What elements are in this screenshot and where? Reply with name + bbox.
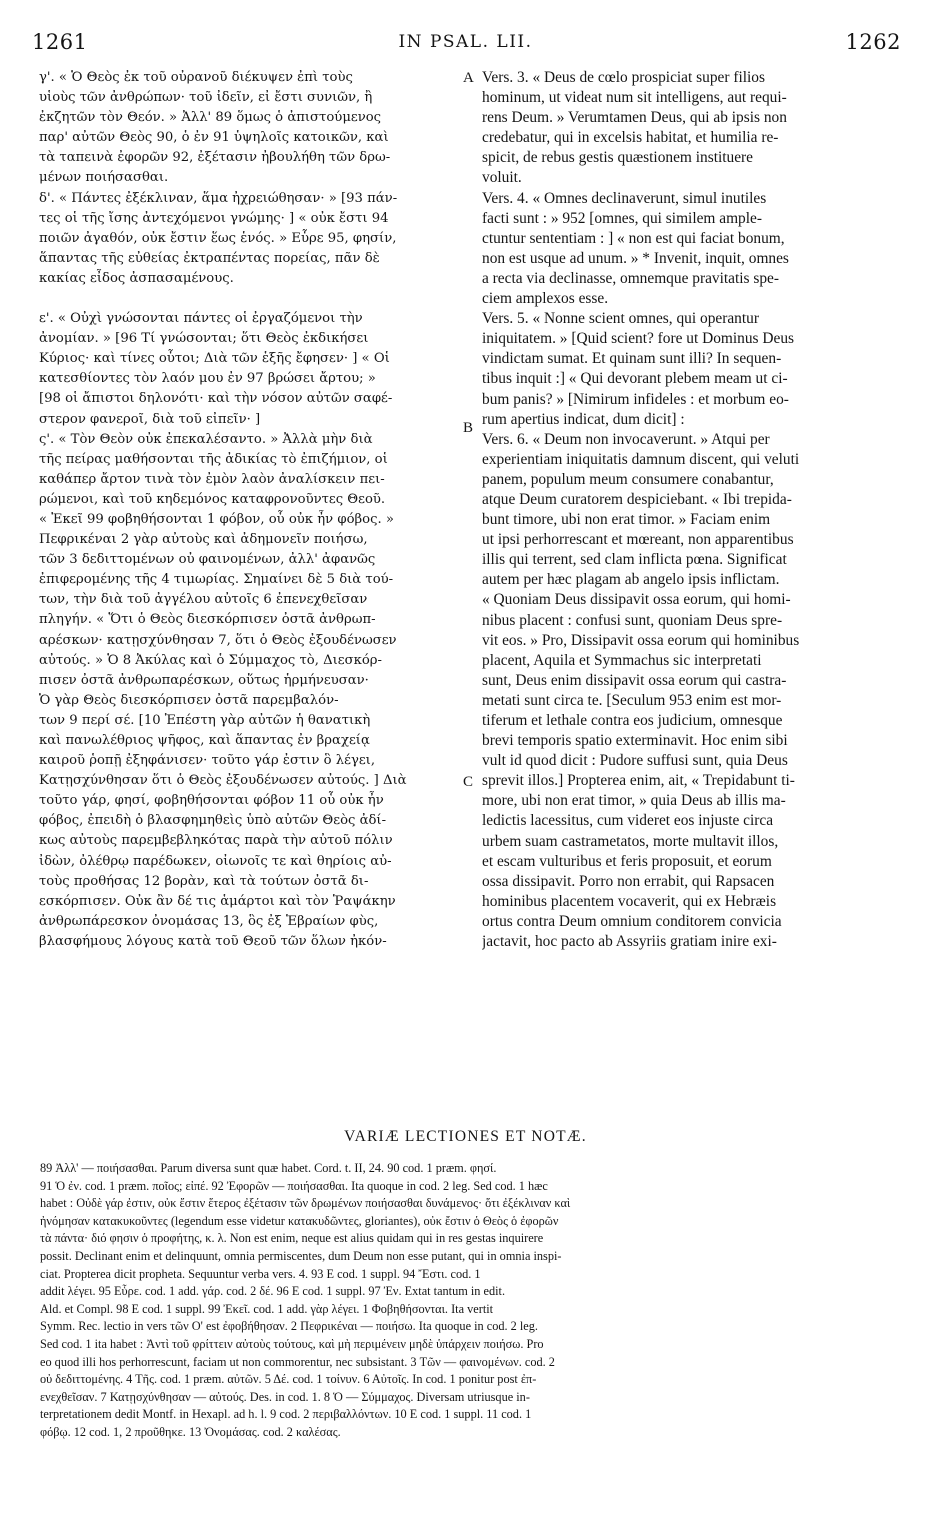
greek-line: Κατῃσχύνθησαν ὅτι ὁ Θεὸς ἐξουδένωσεν αὐτούς. ] Διὰ	[39, 773, 407, 789]
notes-line: τὰ πάντα· διό φησιν ὁ προφήτης, κ. λ. Non est enim, neque est alius quidam qui in res gestas inquirere	[40, 1231, 544, 1246]
page-number-right: 1262	[845, 30, 901, 54]
greek-line: πληγήν. « Ὅτι ὁ Θεὸς διεσκόρπισεν ὀστᾶ ἀνθρωπ-	[39, 612, 376, 628]
margin-letter-c: C	[463, 774, 474, 790]
latin-line: ossa dissipavit. Porro non errabit, qui Rapsacen	[482, 872, 775, 890]
greek-line: ἰδὼν, ὀλέθρῳ παρέδωκεν, οἰωνοῖς τε καὶ θηρίοις αὐ-	[39, 853, 392, 869]
greek-column	[39, 68, 459, 952]
latin-line: ut ipsi perhorrescant et mœreant, non apparentibus	[482, 531, 794, 549]
latin-line: atque Deum curatorem despiciebant. « Ibi trepida-	[482, 490, 792, 508]
running-header	[0, 30, 931, 56]
greek-line: των, τὴν διὰ τοῦ ἀγγέλου αὐτοῖς 6 ἐπενεχθεῖσαν	[39, 592, 368, 608]
greek-line: παρ' αὐτῶν Θεὸς 90, ὁ ἐν 91 ὑψηλοῖς κατοικῶν, καὶ	[39, 130, 389, 146]
greek-line: υἱοὺς τῶν ἀνθρώπων· τοῦ ἰδεῖν, εἰ ἔστι συνιῶν, ἢ	[39, 90, 373, 106]
latin-line: urbem suam castrametatos, morte multavit illos,	[482, 832, 779, 850]
latin-line: ciem amplexos esse.	[482, 290, 609, 308]
greek-line: αρέσκων· κατῃσχύνθησαν 7, ὅτι ὁ Θεὸς ἐξουδένωσεν	[39, 632, 397, 648]
notes-line: possit. Declinant enim et delinquunt, omnia permiscentes, dum Deum non esse putant, qui in omnia inspi-	[40, 1248, 562, 1263]
greek-line: καθάπερ ἄρτον τινὰ τὸν ἐμὸν λαὸν ἀναλίσκειν πει-	[39, 471, 385, 487]
page-number-left: 1261	[32, 30, 88, 54]
notes-line: addit λέγει. 95 Εὗρε. cod. 1 add. γάρ. cod. 2 δέ. 96 E cod. 1 suppl. 97 Ἐν. Extat tantum in edit.	[40, 1284, 506, 1299]
running-title: IN PSAL. LII.	[398, 32, 533, 52]
latin-line: hominibus placentem vocaverit, qui ex Hebræis	[482, 892, 777, 910]
greek-line: ς'. « Τὸν Θεὸν οὐκ ἐπεκαλέσαντο. » Ἀλλὰ μὴν διὰ	[39, 431, 373, 447]
greek-line: κατεσθίοντες τὸν λαόν μου ἐν 97 βρώσει ἄρτου; »	[39, 371, 376, 387]
greek-line: τῶν 3 δεδιττομένων οὐ φαινομένων, ἀλλ' ἀφανῶς	[39, 552, 376, 568]
latin-line: illis qui terrent, sed clam inflicta pœna. Significat	[482, 551, 787, 569]
greek-line: ἐπιφερομένης τῆς 4 τιμωρίας. Σημαίνει δὲ 5 διὰ τού-	[39, 572, 394, 588]
notes-line: ἠνόμησαν κατακυκοῦντες (legendum esse videtur κατακυδῶντες, gloriantes), οὐκ ἔστιν ὁ Θεὸς ὁ ἐφορῶν	[40, 1213, 559, 1228]
latin-line: iniquitatem. » [Quid scient? fore ut Dominus Deus	[482, 330, 795, 348]
greek-line: δ'. « Πάντες ἐξέκλιναν, ἅμα ἠχρειώθησαν· » [93 πάν-	[39, 190, 398, 206]
greek-line: τῆς πείρας μαθήσονται τῆς ἀδικίας τὸ ἐπιζήμιον, οἱ	[39, 451, 388, 467]
greek-line: γ'. « Ὁ Θεὸς ἐκ τοῦ οὐρανοῦ διέκυψεν ἐπὶ τοὺς	[39, 70, 353, 85]
latin-line: autem per hæc plagam ab angelo ipsis inflictam.	[482, 571, 780, 589]
notes-line: Sed cod. 1 ita habet : Ἀντὶ τοῦ φρίττειν αὐτοὺς τούτους, καὶ μὴ περιμένειν μηδὲ ὑπάρχειν ποιήσω. Pro	[40, 1336, 544, 1351]
greek-line: καὶ πανωλέθριος ψῆφος, καὶ ἅπαντας ἐν βραχείᾳ	[39, 733, 370, 748]
notes-line: οὐ δεδιττομένης. 4 Τῆς. cod. 1 præm. αὐτῶν. 5 Δέ. cod. 1 τοίνυν. 6 Αὐτοῖς. In cod. 1 ponitur post ἐπ-	[40, 1372, 537, 1387]
latin-line: sprevit illos.] Propterea enim, ait, « Trepidabunt ti-	[482, 772, 795, 790]
greek-line: πισεν ὀστᾶ ἀνθρωπαρέσκων, οὕτως ἡρμήνευσαν·	[39, 672, 369, 688]
greek-line: Πεφρικέναι 2 γὰρ αὐτοὺς καὶ ἀδημονεῖν ποιήσω,	[39, 532, 368, 548]
greek-line: ἐκζητῶν τὸν Θεόν. » Ἀλλ' 89 ὅμως ὁ ἀπιστούμενος	[39, 110, 382, 126]
notes-line: terpretationem dedit Montf. in Hexapl. ad h. l. 9 cod. 2 περιβαλλόντων. 10 E cod. 1 suppl. 11 cod. 1	[40, 1407, 532, 1422]
greek-line: ρώμενοι, καὶ τοῦ κηδεμόνος καταφρονοῦντες Θεοῦ.	[39, 491, 386, 507]
notes-line: 91 Ὁ ἐν. cod. 1 præm. ποῖος; εἰπέ. 92 Ἐφορῶν — ποιήσασθαι. Ita quoque in cod. 2 leg. Sed cod. 1 hæc	[40, 1178, 548, 1193]
latin-line: vit eos. » Pro, Dissipavit ossa eorum qui hominibus	[482, 631, 800, 649]
greek-line: αὐτούς. » Ὁ 8 Ἀκύλας καὶ ὁ Σύμμαχος τὸ, Διεσκόρ-	[39, 652, 383, 668]
latin-line: hominum, ut videat num sit intelligens, aut requi-	[482, 89, 787, 107]
latin-line: a recta via declinasse, omnemque pravitatis spe-	[482, 269, 780, 287]
margin-letter-a: A	[463, 70, 474, 86]
greek-line: ἀνομίαν. » [96 Τί γνώσονται; ὅτι Θεὸς ἐκδικήσει	[39, 331, 369, 347]
greek-line: τες οἱ τῆς ἴσης ἀντεχόμενοι γνώμης· ] « οὐκ ἔστι 94	[39, 210, 389, 226]
greek-line: « Ἐκεῖ 99 φοβηθήσονται 1 φόβον, οὗ οὐκ ἦν φόβος. »	[39, 511, 394, 527]
notes-line: 89 Ἀλλ' — ποιήσασθαι. Parum diversa sunt quæ habet. Cord. t. II, 24. 90 cod. 1 præm. φησί.	[40, 1161, 497, 1175]
greek-line: φόβος, ἐπειδὴ ὁ βλασφημηθεὶς ὑπὸ αὐτῶν Θεὸς ἀδί-	[39, 813, 387, 829]
greek-line: ἀνθρωπάρεσκον ὀνομάσας 13, ὃς ἐξ Ἑβραίων φὺς,	[39, 913, 379, 929]
latin-line: Vers. 3. « Deus de cœlo prospiciat super filios	[482, 69, 765, 86]
notes-line: φόβῳ. 12 cod. 1, 2 προῦθηκε. 13 Ὀνομάσας. cod. 2 καλέσας.	[40, 1424, 341, 1439]
latin-line: tibus inquit :] « Qui devorant plebem meam ut ci-	[482, 370, 788, 388]
latin-line: ledictis lacessitus, cum videret eos injuste circa	[482, 812, 774, 830]
latin-line: panem, populum meum consumere conabantur,	[482, 470, 774, 488]
notes-line: Ald. et Compl. 98 E cod. 1 suppl. 99 Ἐκεῖ. cod. 1 add. γὰρ λέγει. 1 Φοβηθήσονται. Ita vertit	[40, 1301, 494, 1316]
latin-line: vindictam sumat. Et quinam sunt illi? In sequen-	[482, 350, 782, 368]
greek-line	[39, 289, 459, 309]
greek-line: Κύριος· καὶ τίνες οὗτοι; Διὰ τῶν ἑξῆς ἔφησεν· ] « Οἱ	[39, 351, 390, 367]
latin-line: rens Deum. » Verumtamen Deus, qui ab ipsis non	[482, 109, 787, 127]
notes-line: habet : Οὐδὲ γάρ ἐστιν, οὐκ ἔστιν ἕτερος ἐξέτασιν τῶν δρωμένων ποιήσασθαι δυνάμενος· ὅτι ἐξέκλιναν καὶ	[40, 1196, 571, 1211]
latin-line: facti sunt : » 952 [omnes, qui similem ample-	[482, 209, 762, 227]
latin-line: Vers. 5. « Nonne scient omnes, qui operantur	[482, 310, 759, 328]
notes-line: Symm. Rec. lectio in vers τῶν Ο' est ἐφοβήθησαν. 2 Πεφρικέναι — ποιήσω. Ita quoque in cod. 2 leg.	[40, 1319, 538, 1334]
greek-line: [98 οἱ ἄπιστοι δηλονότι· καὶ τὴν νόσον αὐτῶν σαφέ-	[39, 391, 393, 407]
greek-line: ἅπαντας τῆς εὐθείας ἐκτραπέντας πορείας, πᾶν δὲ	[39, 250, 380, 266]
latin-line: non est usque ad unum. » * Invenit, inquit, omnes	[482, 249, 789, 267]
latin-line: metati sunt circa te. [Seculum 953 enim est mor-	[482, 691, 782, 709]
latin-line: placent, Aquila et Symmachus sic interpretati	[482, 651, 762, 669]
greek-line: Ὁ γὰρ Θεὸς διεσκόρπισεν ὀστᾶ παρεμβαλόν-	[39, 692, 339, 708]
latin-line: jactavit, hoc pacto ab Assyriis gratiam inire exi-	[482, 933, 777, 951]
notes-line: ciat. Propterea dicit propheta. Sequuntur verba vers. 4. 93 E cod. 1 suppl. 94 Ἔστι. cod. 1	[40, 1266, 481, 1281]
latin-line: nibus placent : confusi sunt, quoniam Deus spre-	[482, 611, 783, 629]
latin-line: brevi temporis spatio exterminavit. Hoc enim sibi	[482, 732, 788, 750]
latin-line: ortus contra Deum omnium conditorem convicia	[482, 912, 782, 930]
greek-line: τὰ ταπεινὰ ἐφορῶν 92, ἐξέτασιν ἠβουλήθη τῶν δρω-	[39, 150, 391, 166]
greek-line: κακίας εἶδος ἀσπασαμένους.	[39, 270, 234, 286]
greek-line: εσκόρπισεν. Οὐκ ἂν δέ τις ἁμάρτοι καὶ τὸν Ῥαψάκην	[39, 893, 396, 909]
greek-line: των 9 περί σέ. [10 Ἐπέστη γὰρ αὐτῶν ἡ θανατικὴ	[39, 712, 371, 728]
latin-line: Vers. 4. « Omnes declinaverunt, simul inutiles	[482, 189, 767, 207]
notes-title: VARIÆ LECTIONES ET NOTÆ.	[344, 1128, 587, 1145]
latin-line: tiferum et lethale contra eos judicium, omnesque	[482, 712, 783, 729]
latin-line: experientiam iniquitatis damnum discent, qui veluti	[482, 450, 800, 468]
greek-line: κως αὐτοὺς παρεμβεβληκότας παρὰ τὴν αὐτοῦ πόλιν	[39, 833, 393, 849]
latin-line: spicit, de rebus gestis quæstionem instituere	[482, 149, 754, 167]
greek-line: μένων ποιήσασθαι.	[39, 170, 169, 186]
latin-line: vult id quod dicit : Pudore suffusi sunt, quia Deus	[482, 752, 788, 770]
latin-line: bunt timore, ubi non erat timor. » Faciam enim	[482, 511, 771, 529]
greek-line: βλασφήμους λόγους κατὰ τοῦ Θεοῦ τῶν ὅλων ἠκόν-	[39, 933, 387, 949]
latin-line: et escam vulturibus et feris proposuit, et eorum	[482, 852, 772, 870]
greek-line: τοῦτο γάρ, φησί, φοβηθήσονται φόβον 11 οὗ οὐκ ἦν	[39, 793, 384, 809]
margin-letter-b: B	[463, 420, 474, 436]
latin-line: rum apertius indicat, dum dicit] :	[482, 410, 685, 428]
greek-line: ε'. « Οὐχὶ γνώσονται πάντες οἱ ἐργαζόμενοι τὴν	[39, 311, 363, 327]
latin-column	[482, 68, 894, 952]
greek-line: τοὺς προθήσας 12 βορὰν, καὶ τὰ τούτων ὀστᾶ δι-	[39, 873, 369, 889]
greek-line: στερον φανεροῖ, διὰ τοῦ εἰπεῖν· ]	[39, 411, 261, 427]
notes-line: eo quod illi hos perhorrescunt, faciam ut non commorentur, nec subsistant. 3 Τῶν — φαινομένων. cod. 2	[40, 1354, 555, 1369]
latin-line: Vers. 6. « Deum non invocaverunt. » Atqui per	[482, 430, 770, 448]
notes-line: ενεχθεῖσαν. 7 Κατῃσχύνθησαν — αὐτούς. Des. in cod. 1. 8 Ὁ — Σύμμαχος. Diversam utriusque in-	[40, 1389, 530, 1404]
latin-line: voluit.	[482, 169, 522, 187]
latin-line: bum panis? » [Nimirum infideles : et morbum eo-	[482, 390, 789, 408]
greek-line: ποιῶν ἀγαθόν, οὐκ ἔστιν ἕως ἑνός. » Εὗρε 95, φησίν,	[39, 230, 397, 246]
notes-block	[40, 1160, 896, 1442]
latin-line: « Quoniam Deus dissipavit ossa eorum, qui homi-	[482, 591, 791, 609]
latin-line: credebatur, qui in excelsis habitat, et humilia re-	[482, 129, 779, 147]
latin-line: ctuntur sententiam : ] « non est qui faciat bonum,	[482, 229, 785, 247]
latin-line: more, ubi non erat timor, » quia Deus ab illis ma-	[482, 792, 786, 810]
latin-line: sunt, Deus enim dissipavit ossa eorum qui castra-	[482, 671, 787, 689]
greek-line: καιροῦ ῥοπῇ ἐξηφάνισεν· τοῦτο γάρ ἐστιν ὃ λέγει,	[39, 753, 376, 769]
